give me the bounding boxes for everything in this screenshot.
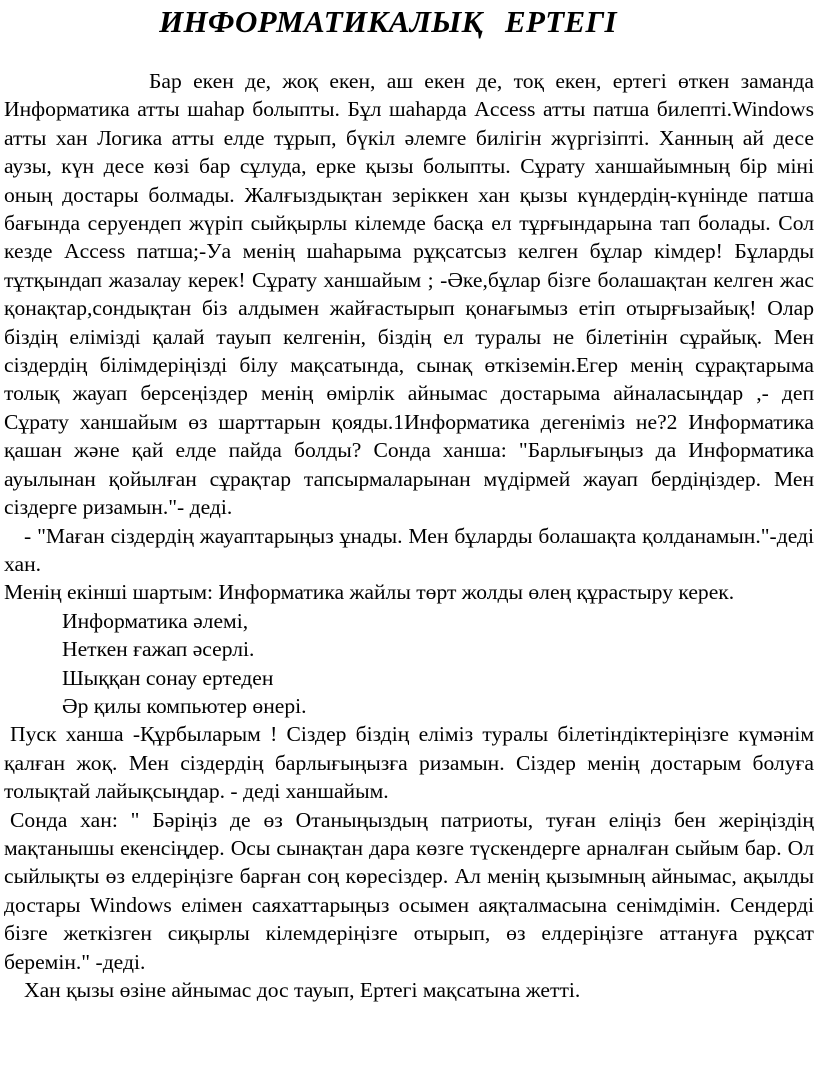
poem-line: Информатика әлемі, [62, 608, 249, 633]
paragraph-second-condition: Менің екінші шартым: Информатика жайлы төрт жолды өлең құрастыру керек. [4, 580, 735, 605]
document-title: ИНФОРМАТИКАЛЫҚ ЕРТЕГІ [159, 4, 617, 39]
document-body [4, 67, 814, 1004]
poem-line: Әр қилы компьютер өнері. [62, 693, 307, 718]
paragraph-khan-reply: - "Маған сіздердің жауаптарыңыз ұнады. Мен бұларды болашақта қолданамын."-деді хан. [4, 523, 814, 576]
paragraph-story-intro: Бар екен де, жоқ екен, аш екен де, тоқ екен, ертегі өткен заманда Информатика атты шаһар болыпты. Бұл шаһарда Access атты патша билепті.Windows атты хан Логика атты елде тұрып, бүкіл әлемге билігін жүргізіпті. Ханның ай десе аузы, күн десе көзі бар сұлуда, ерке қызы болыпты. Сұрату ханшайымның бір міні оның достары болмады. Жалғыздықтан зеріккен хан қызы күндердің-күнінде патша бағында серуендеп жүріп сыйқырлы кілемде басқа ел тұрғындарына тап болады. Сол кезде Access патша;-Уа менің шаһарыма рұқсатсыз келген бұлар кімдер! Бұларды тұтқындап жазалау керек! Сұрату ханшайым ; -Әке,бұлар бізге болашақтан келген жас қонақтар,сондықтан біз алдымен жайғастырып қонағымыз етіп отырғызайық! Олар біздің елімізді қалай тауып келгенін, біздің ел туралы не білетінін сұрайық. Мен сіздердің білімдеріңізді білу мақсатында, сынақ өткіземін.Егер менің сұрақтарыма толық жауап берсеңіздер менің өмірлік айнымас достарыма айналасыңдар ,- деп Сұрату ханшайым өз шарттарын қояды.1Информатика дегеніміз не?2 Информатика қашан және қай елде пайда болды? Сонда ханша: "Барлығыңыз да Информатика ауылынан қойылған сұрақтар тапсырмаларынан мүдірмей жауап бердіңіздер. Мен сіздерге ризамын."- деді. [4, 69, 814, 520]
poem [4, 607, 814, 721]
paragraph-princess-speech: Пуск ханша -Құрбыларым ! Сіздер біздің еліміз туралы білетіндіктеріңізге күмәнім қалған жоқ. Мен сіздердің барлығыңызға ризамын. Сіздер менің достарым болуға толықтай лайықсыңдар. - деді ханшайым. [4, 722, 814, 804]
paragraph-ending: Хан қызы өзіне айнымас дос тауып, Ертегі мақсатына жетті. [24, 978, 581, 1002]
poem-line: Шыққан сонау ертеден [62, 665, 274, 690]
paragraph-khan-speech: Сонда хан: " Бәріңіз де өз Отаныңыздың патриоты, туған еліңіз бен жеріңіздің мақтанышы екенсіңдер. Осы сынақтан дара көзге түскендерге арналған сыйым бар. Ол сыйлықты өз елдеріңізге барған соң көресіздер. Ал менің қызымның айнымас, ақылды достары Windows елімен саяхаттарыңыз осымен аяқталмасына сенімдімін. Сендерді бізге жеткізген сиқырлы кілемдеріңізге отырып, өз елдеріңізге аттануға рұқсат беремін." -деді. [4, 807, 814, 974]
poem-line: Неткен ғажап әсерлі. [62, 637, 255, 662]
